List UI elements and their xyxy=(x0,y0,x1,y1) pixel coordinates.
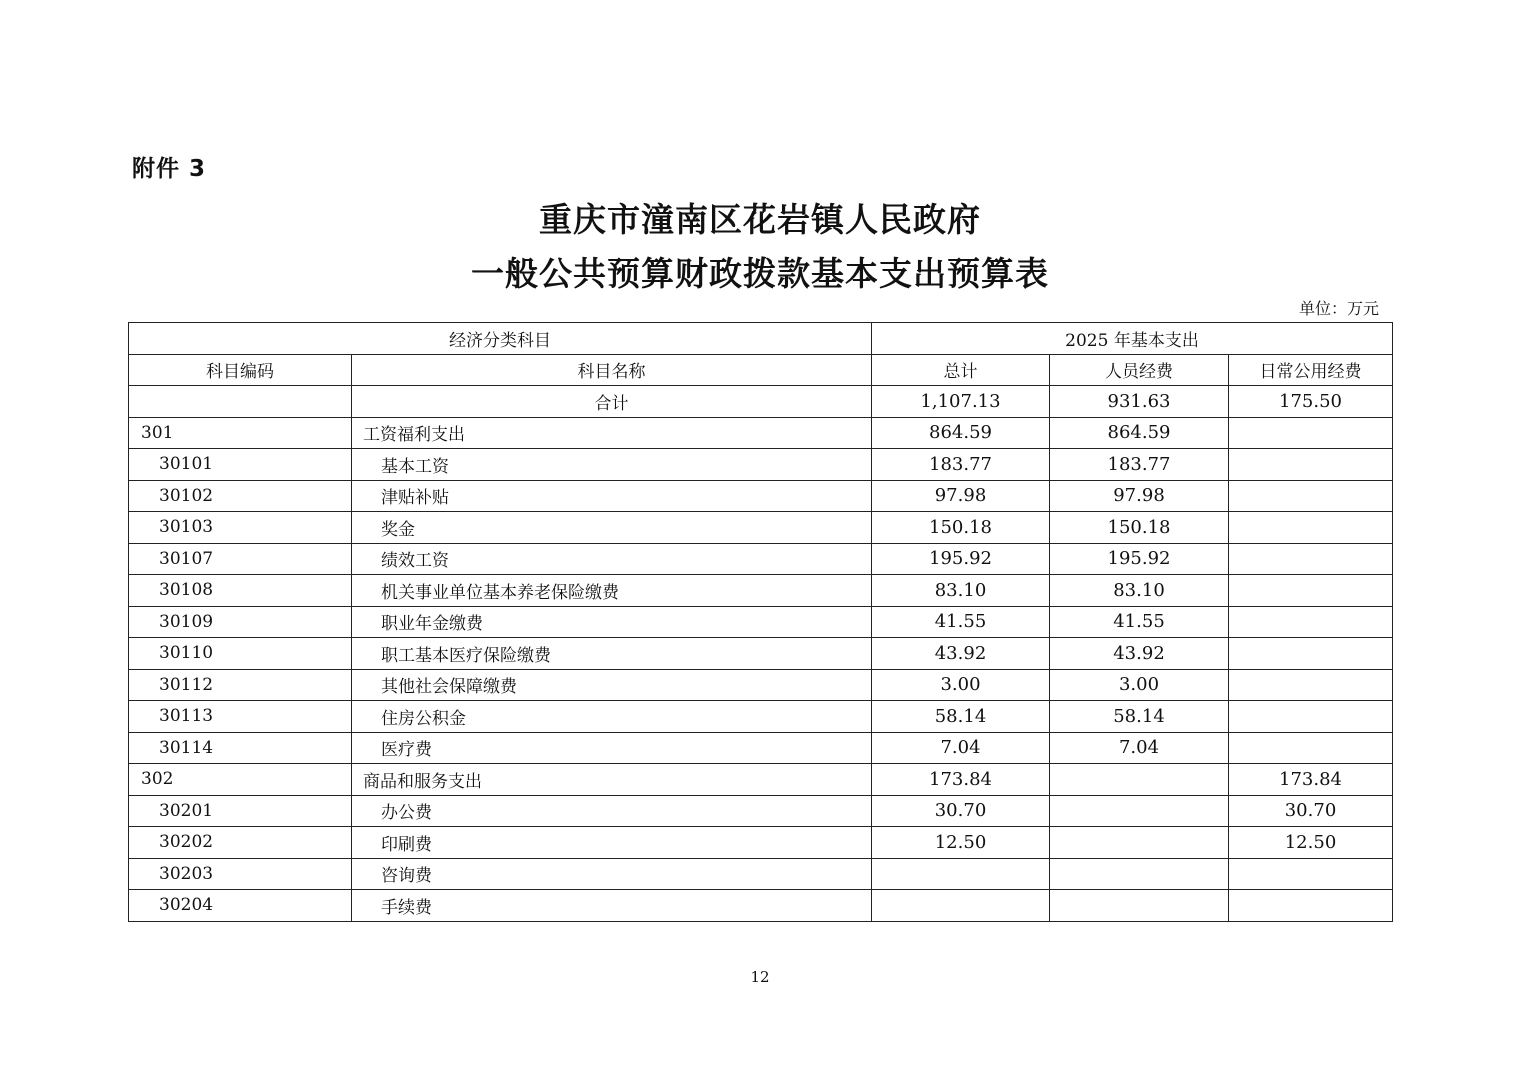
row-name-cell: 职业年金缴费 xyxy=(352,606,872,638)
row-code-cell: 30204 xyxy=(129,890,352,922)
row-code-cell: 30110 xyxy=(129,638,352,670)
row-public-cell: 30.70 xyxy=(1229,795,1393,827)
table-group-header-row xyxy=(129,323,1393,355)
row-name-cell: 工资福利支出 xyxy=(352,417,872,449)
table-row xyxy=(129,890,1393,922)
table-row xyxy=(129,795,1393,827)
row-public-cell xyxy=(1229,512,1393,544)
row-personnel-cell: 58.14 xyxy=(1050,701,1229,733)
category-row xyxy=(129,417,1393,449)
row-name-cell: 其他社会保障缴费 xyxy=(352,669,872,701)
row-personnel-cell: 150.18 xyxy=(1050,512,1229,544)
category-row xyxy=(129,764,1393,796)
row-personnel-cell xyxy=(1050,795,1229,827)
row-total-cell: 30.70 xyxy=(872,795,1050,827)
row-code-cell: 30203 xyxy=(129,858,352,890)
row-code-cell: 302 xyxy=(129,764,352,796)
row-public-cell xyxy=(1229,543,1393,575)
table-row xyxy=(129,543,1393,575)
table-column-header-row xyxy=(129,354,1393,386)
row-personnel-cell xyxy=(1050,764,1229,796)
row-name-cell: 印刷费 xyxy=(352,827,872,859)
row-personnel-cell: 183.77 xyxy=(1050,449,1229,481)
total-personnel-cell: 931.63 xyxy=(1050,386,1229,418)
row-code-cell: 30101 xyxy=(129,449,352,481)
row-total-cell: 3.00 xyxy=(872,669,1050,701)
row-total-cell: 7.04 xyxy=(872,732,1050,764)
row-public-cell: 12.50 xyxy=(1229,827,1393,859)
column-header-code: 科目编码 xyxy=(129,354,352,386)
row-total-cell: 864.59 xyxy=(872,417,1050,449)
table-row xyxy=(129,480,1393,512)
column-header-public: 日常公用经费 xyxy=(1229,354,1393,386)
row-personnel-cell: 43.92 xyxy=(1050,638,1229,670)
column-header-name: 科目名称 xyxy=(352,354,872,386)
table-row xyxy=(129,638,1393,670)
row-name-cell: 奖金 xyxy=(352,512,872,544)
row-personnel-cell: 97.98 xyxy=(1050,480,1229,512)
row-code-cell: 301 xyxy=(129,417,352,449)
row-code-cell: 30112 xyxy=(129,669,352,701)
document-title-line2: 一般公共预算财政拨款基本支出预算表 xyxy=(471,254,1049,293)
total-label-cell: 合计 xyxy=(352,386,872,418)
row-name-cell: 绩效工资 xyxy=(352,543,872,575)
row-public-cell xyxy=(1229,606,1393,638)
row-code-cell: 30103 xyxy=(129,512,352,544)
row-public-cell xyxy=(1229,669,1393,701)
total-code-cell xyxy=(129,386,352,418)
row-personnel-cell: 864.59 xyxy=(1050,417,1229,449)
row-total-cell: 12.50 xyxy=(872,827,1050,859)
row-personnel-cell xyxy=(1050,890,1229,922)
row-total-cell: 58.14 xyxy=(872,701,1050,733)
row-name-cell: 住房公积金 xyxy=(352,701,872,733)
row-name-cell: 职工基本医疗保险缴费 xyxy=(352,638,872,670)
row-public-cell xyxy=(1229,858,1393,890)
total-public-cell: 175.50 xyxy=(1229,386,1393,418)
row-name-cell: 商品和服务支出 xyxy=(352,764,872,796)
row-public-cell xyxy=(1229,417,1393,449)
row-code-cell: 30201 xyxy=(129,795,352,827)
row-name-cell: 医疗费 xyxy=(352,732,872,764)
table-row xyxy=(129,606,1393,638)
row-personnel-cell: 195.92 xyxy=(1050,543,1229,575)
row-personnel-cell xyxy=(1050,827,1229,859)
row-code-cell: 30102 xyxy=(129,480,352,512)
table-row xyxy=(129,732,1393,764)
group-header-economic-class: 经济分类科目 xyxy=(129,323,872,355)
row-total-cell: 173.84 xyxy=(872,764,1050,796)
row-total-cell: 41.55 xyxy=(872,606,1050,638)
row-public-cell: 173.84 xyxy=(1229,764,1393,796)
row-name-cell: 手续费 xyxy=(352,890,872,922)
document-title-line1: 重庆市潼南区花岩镇人民政府 xyxy=(539,200,981,239)
column-header-personnel: 人员经费 xyxy=(1050,354,1229,386)
table-row xyxy=(129,827,1393,859)
table-row xyxy=(129,512,1393,544)
row-total-cell: 195.92 xyxy=(872,543,1050,575)
row-code-cell: 30202 xyxy=(129,827,352,859)
total-amount-cell: 1,107.13 xyxy=(872,386,1050,418)
row-total-cell: 83.10 xyxy=(872,575,1050,607)
row-public-cell xyxy=(1229,638,1393,670)
row-total-cell: 97.98 xyxy=(872,480,1050,512)
attachment-label: 附件 3 xyxy=(132,156,207,182)
row-total-cell: 43.92 xyxy=(872,638,1050,670)
row-code-cell: 30114 xyxy=(129,732,352,764)
row-code-cell: 30107 xyxy=(129,543,352,575)
table-row xyxy=(129,858,1393,890)
row-name-cell: 基本工资 xyxy=(352,449,872,481)
row-code-cell: 30109 xyxy=(129,606,352,638)
row-personnel-cell: 7.04 xyxy=(1050,732,1229,764)
row-code-cell: 30113 xyxy=(129,701,352,733)
row-name-cell: 办公费 xyxy=(352,795,872,827)
row-code-cell: 30108 xyxy=(129,575,352,607)
row-total-cell: 183.77 xyxy=(872,449,1050,481)
total-row xyxy=(129,386,1393,418)
row-personnel-cell: 41.55 xyxy=(1050,606,1229,638)
row-public-cell xyxy=(1229,480,1393,512)
page-number: 12 xyxy=(750,968,770,986)
table-row xyxy=(129,701,1393,733)
row-public-cell xyxy=(1229,449,1393,481)
row-total-cell xyxy=(872,890,1050,922)
column-header-total: 总计 xyxy=(872,354,1050,386)
row-total-cell: 150.18 xyxy=(872,512,1050,544)
row-name-cell: 咨询费 xyxy=(352,858,872,890)
row-public-cell xyxy=(1229,575,1393,607)
row-name-cell: 津贴补贴 xyxy=(352,480,872,512)
row-personnel-cell xyxy=(1050,858,1229,890)
group-header-basic-expenditure: 2025 年基本支出 xyxy=(872,323,1393,355)
budget-table xyxy=(128,322,1393,922)
table-row xyxy=(129,449,1393,481)
row-public-cell xyxy=(1229,701,1393,733)
row-name-cell: 机关事业单位基本养老保险缴费 xyxy=(352,575,872,607)
table-row xyxy=(129,669,1393,701)
unit-label: 单位：万元 xyxy=(1298,299,1379,318)
table-row xyxy=(129,575,1393,607)
row-public-cell xyxy=(1229,732,1393,764)
row-total-cell xyxy=(872,858,1050,890)
row-personnel-cell: 3.00 xyxy=(1050,669,1229,701)
row-public-cell xyxy=(1229,890,1393,922)
row-personnel-cell: 83.10 xyxy=(1050,575,1229,607)
